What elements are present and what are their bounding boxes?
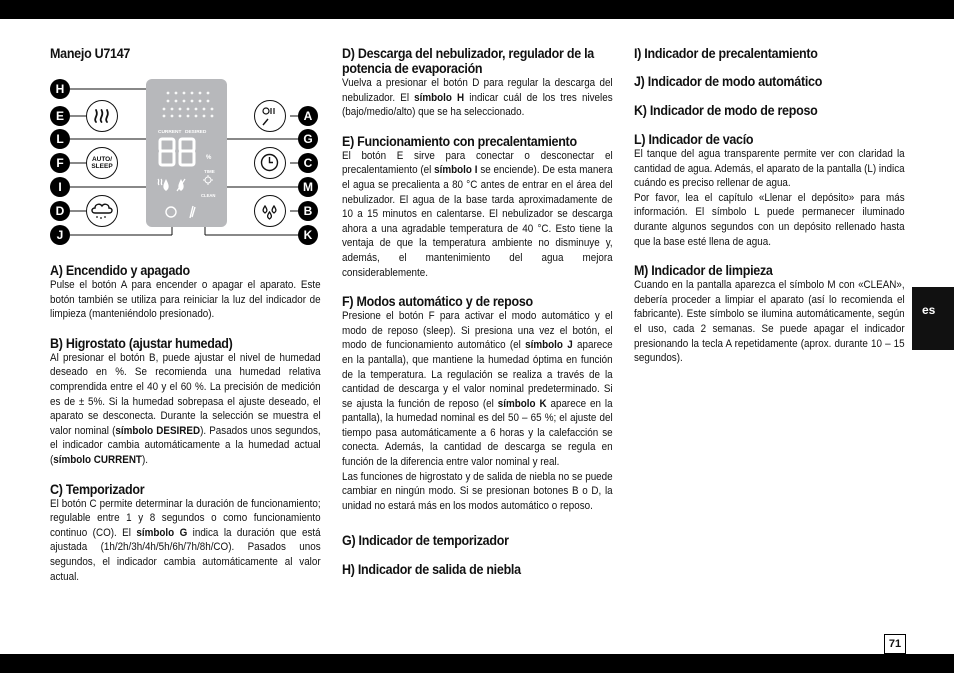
timer-button[interactable] bbox=[254, 147, 286, 179]
label-m: M bbox=[298, 177, 318, 197]
section-title-d: D) Descarga del nebulizador, regulador de la potencia de evaporación bbox=[342, 46, 594, 76]
section-title-k: K) Indicador de modo de reposo bbox=[634, 103, 818, 118]
section-title-g: G) Indicador de temporizador bbox=[342, 533, 509, 549]
section-title-e: E) Funcionamiento con precalentamiento bbox=[342, 133, 577, 149]
label-l: L bbox=[50, 129, 70, 149]
section-text-f: Presione el botón F para activar el modo automático y el modo de reposo (sleep). Si presiona una vez el botón, el modo de funcionamiento automático (el símbolo J aparece en la pantalla), que mantiene la humedad óptima en función de la temperatura. La regulación se realiza a través de la cantidad de descarga y el valor nominal predeterminado. Si se ajusta la función de reposo (el símbolo K aparece en la pantalla), la humedad nominal es del 50 – 65 %; el ajuste del tiempo pasa automáticamente a 6 horas y la calefacción se conecta. Además, la cantidad de descarga se regula en función de la diferencia entre valor nominal y real. bbox=[342, 310, 613, 469]
column-3 bbox=[634, 46, 905, 366]
section-text-b: Al presionar el botón B, puede ajustar el nivel de humedad deseado en %. Se recomienda una humedad relativa comprendida entre el 40 y el 60 %. La precisión de medición es de ± 5%. Si la humedad sobrepasa el ajuste deseado, el aparato se desconecta. Durante la selección se muestra el valor nominal (símbolo DESIRED). Pasados unos segundos, el indicador cambia automáticamente a la humedad actual (símbolo CURRENT). bbox=[50, 351, 321, 466]
section-title-manejo: Manejo U7147 bbox=[50, 46, 131, 61]
section-title-h: H) Indicador de salida de niebla bbox=[342, 562, 521, 578]
section-title-f: F) Modos automático y de reposo bbox=[342, 294, 533, 310]
sleep-label: SLEEP bbox=[91, 163, 113, 170]
clean-label: CLEAN bbox=[201, 193, 216, 198]
heat-waves-icon bbox=[87, 101, 116, 130]
label-i: I bbox=[50, 177, 70, 197]
mist-output-button[interactable] bbox=[86, 195, 118, 227]
section-title-i: I) Indicador de precalentamiento bbox=[634, 46, 818, 61]
current-label: CURRENT bbox=[158, 130, 182, 135]
preheat-button[interactable] bbox=[86, 100, 118, 132]
section-title-l: L) Indicador de vacío bbox=[634, 132, 754, 147]
label-c: C bbox=[298, 153, 318, 173]
control-panel-diagram bbox=[50, 77, 325, 247]
auto-sleep-button[interactable] bbox=[86, 147, 118, 179]
clock-icon bbox=[255, 148, 284, 177]
section-text-c: El botón C permite determinar la duración de funcionamiento; regulable entre 1 y 8 segundos o como funcionamiento continuo (CO). El símbolo G indica la duración que está ajustada (1h/2h/3h/4h/5h/6h/7h/8h/CO). Pasados unos segundos, el indicador cambia automáticamente al valor actual. bbox=[50, 497, 321, 583]
section-title-b: B) Higrostato (ajustar humedad) bbox=[50, 335, 233, 351]
column-2 bbox=[342, 46, 613, 577]
section-text-e: El botón E sirve para conectar o desconectar el precalentamiento (el símbolo I se enciende). De esta manera el agua se precalienta a 80 °C antes de entrar en el área del nebulizador. El agua de la base tarda aproximadamente de 10 a 15 minutos en calentarse. El nebulizador se descarga ahora a una agradable temperatura de 40 °C. Esto tiene la ventaja de que la temperatura ambiente no disminuye y, además, el mantenimiento del agua mejora considerablemente. bbox=[342, 149, 613, 279]
column-1 bbox=[50, 46, 320, 584]
label-h: H bbox=[50, 79, 70, 99]
section-title-a: A) Encendido y apagado bbox=[50, 263, 190, 278]
section-title-m: M) Indicador de limpieza bbox=[634, 263, 773, 279]
hygrostat-button[interactable] bbox=[254, 195, 286, 227]
label-a: A bbox=[298, 106, 318, 126]
language-tab: es bbox=[912, 287, 954, 350]
page-number: 71 bbox=[884, 634, 906, 654]
power-button[interactable] bbox=[254, 100, 286, 132]
desired-label: DESIRED bbox=[185, 130, 207, 135]
label-e: E bbox=[50, 106, 70, 126]
section-text-d: Vuelva a presionar el botón D para regular la descarga del nebulizador. El símbolo H indicar cuál de los tres niveles (bajo/medio/alto) que se ha seleccionado. bbox=[342, 77, 613, 119]
section-text-f-2: Las funciones de higrostato y de salida de niebla no se puede cambiar en ningún modo. Si se presionan botones B o D, la unidad no estará más en los modos automático o reposo. bbox=[342, 470, 613, 512]
label-f: F bbox=[50, 153, 70, 173]
top-bar bbox=[0, 0, 954, 19]
section-title-c: C) Temporizador bbox=[50, 481, 145, 497]
power-icon bbox=[255, 101, 284, 130]
label-k: K bbox=[298, 225, 318, 245]
section-text-a: Pulse el botón A para encender o apagar el aparato. Este botón también se utiliza para reiniciar la luz del indicador de limpieza (manteniéndolo presionado). bbox=[50, 279, 321, 321]
section-text-m: Cuando en la pantalla aparezca el símbolo M con «CLEAN», debería proceder a limpiar el aparato (así lo recomienda el fabricante). Este símbolo se ilumina automáticamente, según el uso, cada 2 semanas. Se puede apagar el indicador presionando la tecla A repetidamente (aprox. durante 10 – 15 segundos). bbox=[634, 279, 905, 365]
section-title-j: J) Indicador de modo automático bbox=[634, 74, 823, 89]
cloud-mist-icon bbox=[87, 196, 116, 225]
display-panel bbox=[146, 79, 227, 227]
display-panel-svg bbox=[146, 79, 227, 227]
label-j: J bbox=[50, 225, 70, 245]
percent-label: % bbox=[206, 155, 212, 161]
auto-label: AUTO/ bbox=[91, 156, 113, 163]
bottom-bar bbox=[0, 654, 954, 673]
label-d: D bbox=[50, 201, 70, 221]
label-g: G bbox=[298, 129, 318, 149]
time-label: TIME bbox=[204, 169, 215, 174]
section-text-l-2: Por favor, lea el capítulo «Llenar el depósito» para más información. El símbolo L puede permanecer iluminado durante algunos segundos con un depósito rellenado hasta que la base esté llena de agua. bbox=[634, 191, 905, 248]
label-b: B bbox=[298, 201, 318, 221]
water-drops-icon bbox=[255, 196, 284, 225]
section-text-l: El tanque del agua transparente permite ver con claridad la cantidad de agua. Además, el aparato de la pantalla (L) indica cuándo es preciso rellenar de agua. bbox=[634, 148, 905, 190]
